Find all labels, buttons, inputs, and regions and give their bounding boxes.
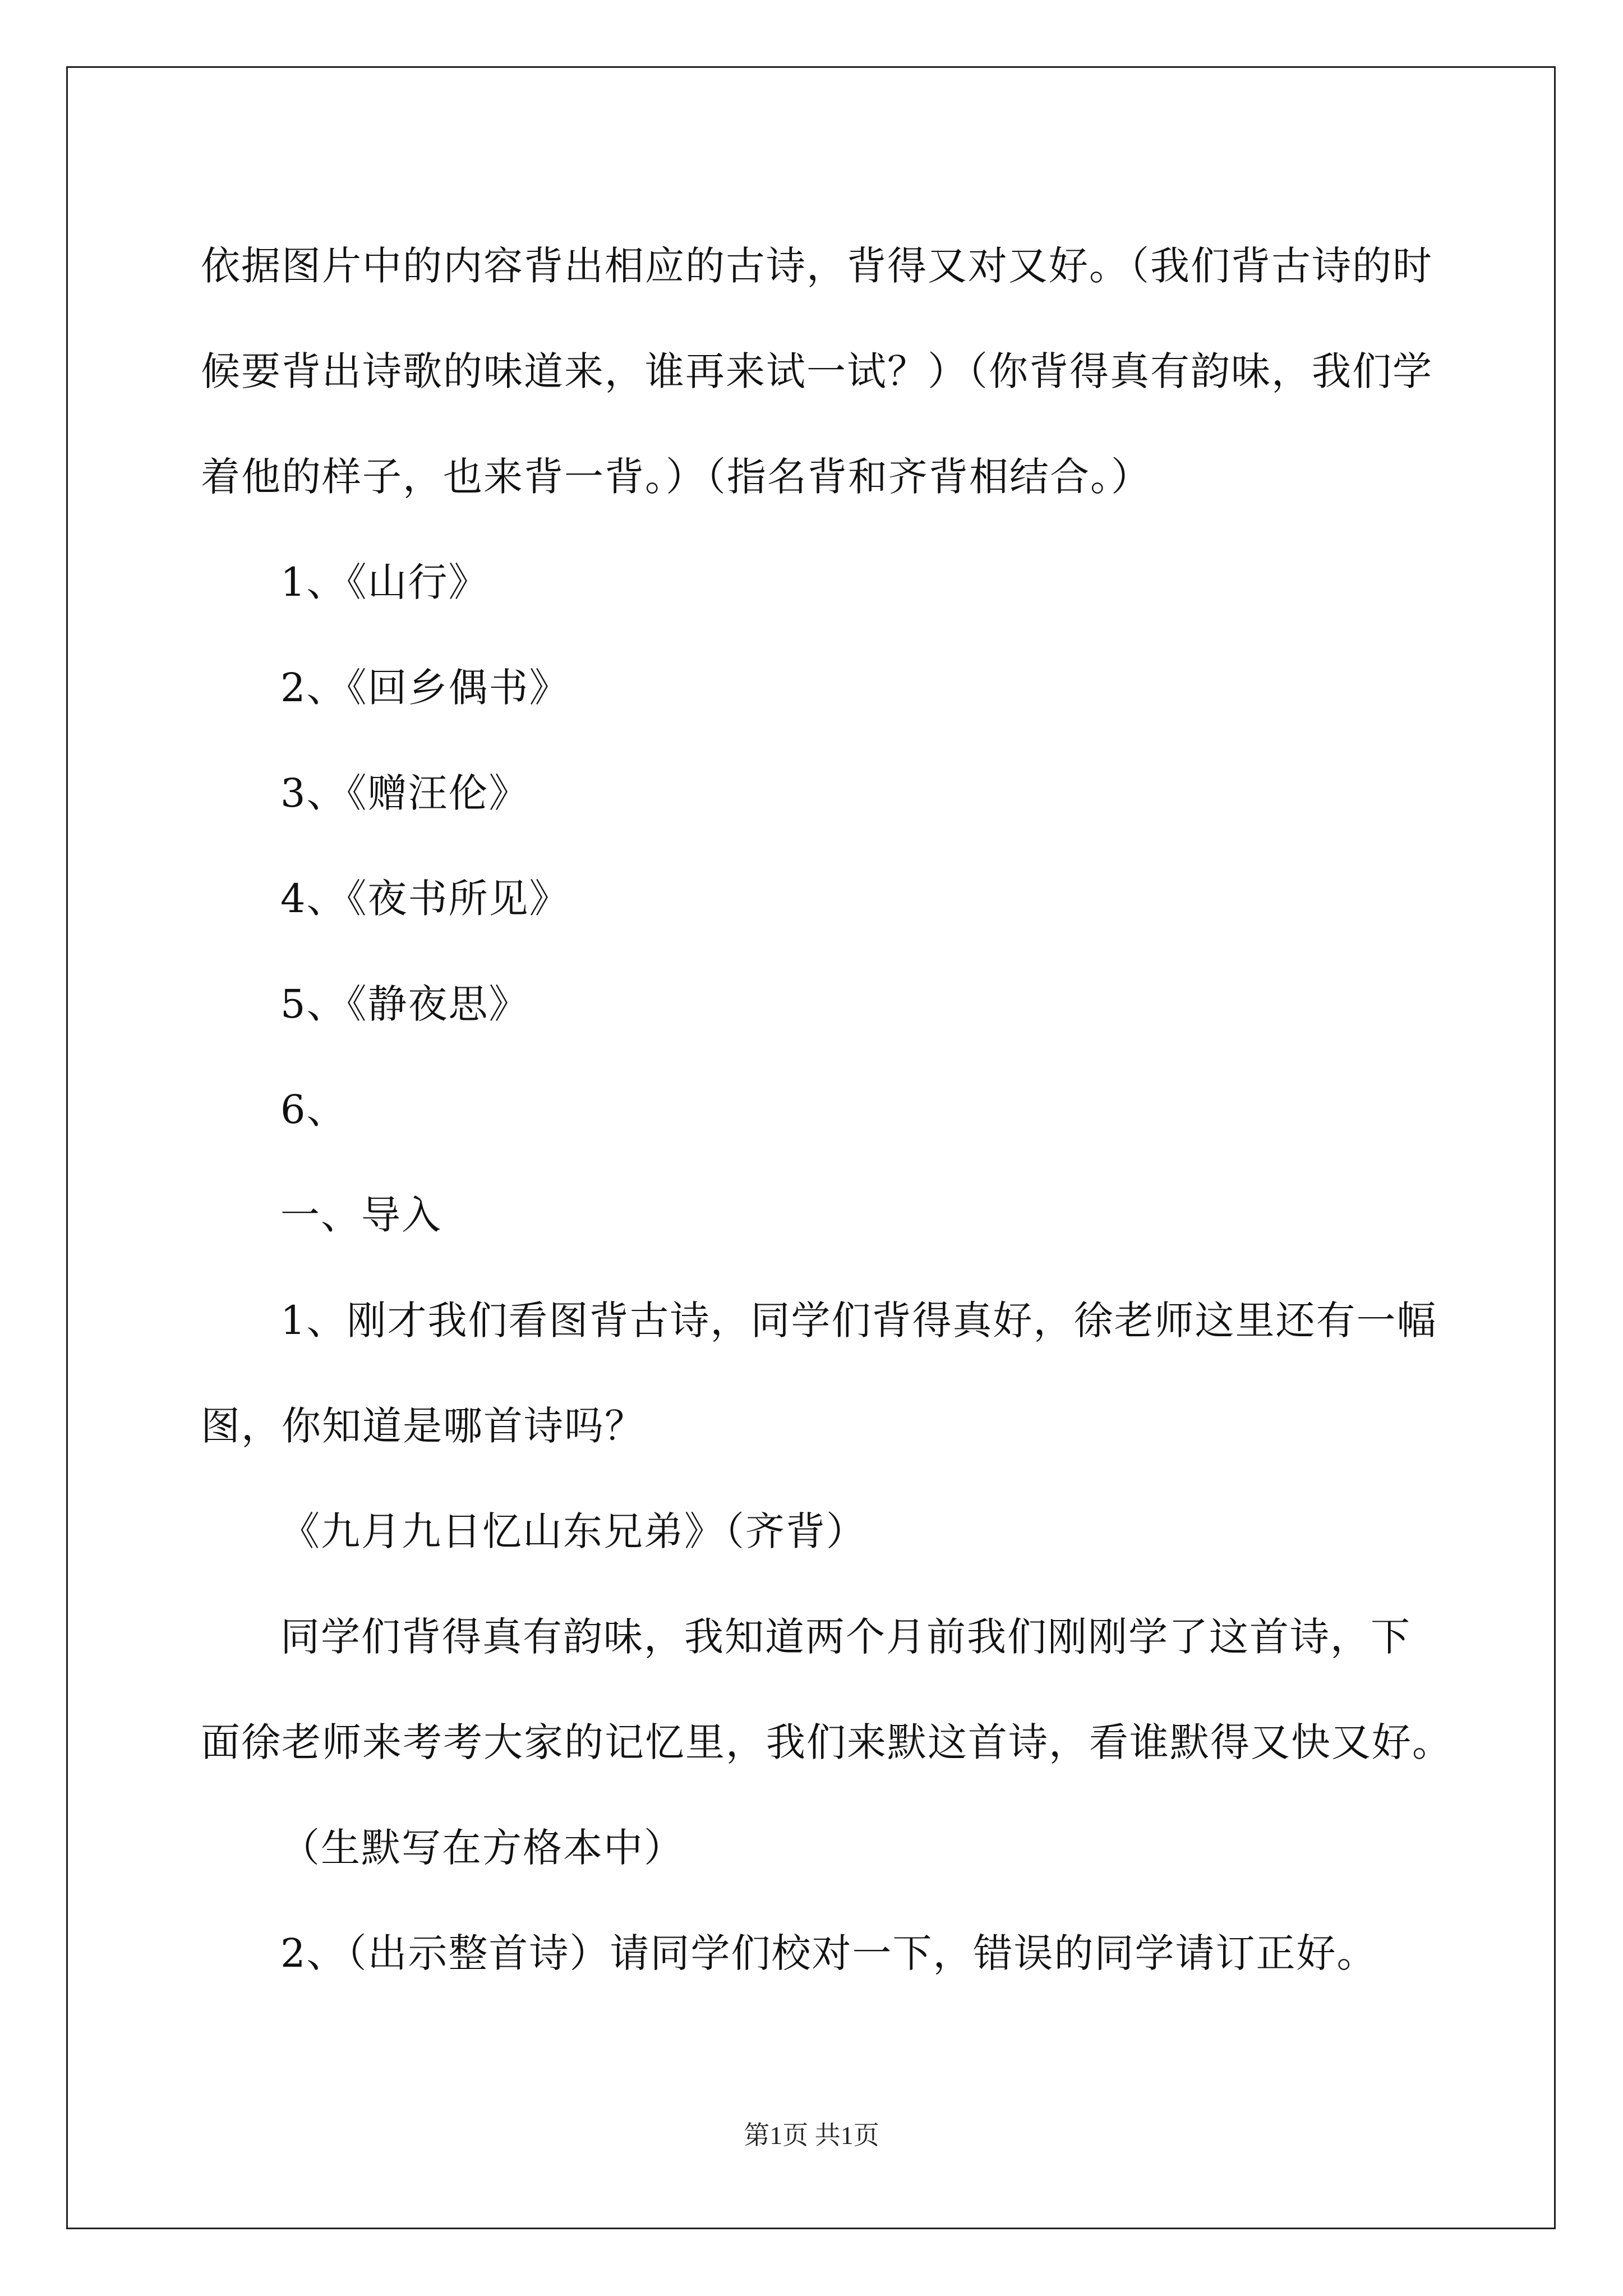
section-heading: 一、导入 (280, 1192, 442, 1238)
paragraph-line: 面徐老师来考考大家的记忆里，我们来默这首诗，看谁默得又快又好。 (201, 1719, 1453, 1765)
paragraph-line: 《九月九日忆山东兄弟》（齐背） (280, 1508, 866, 1554)
paragraph-line: 1、刚才我们看图背古诗，同学们背得真好，徐老师这里还有一幅 (280, 1297, 1437, 1343)
document-body (201, 213, 1453, 2006)
paragraph-line: 候要背出诗歌的味道来，谁再来试一试？）（你背得真有韵味，我们学 (201, 348, 1433, 394)
paragraph-line: 图，你知道是哪首诗吗？ (201, 1403, 645, 1449)
page-footer: 第1页 共1页 (744, 2121, 879, 2150)
paragraph-line: （生默写在方格本中） (280, 1825, 684, 1871)
paragraph-line: 依据图片中的内容背出相应的古诗，背得又对又好。（我们背古诗的时 (201, 243, 1433, 289)
list-item: 4、《夜书所见》 (280, 876, 570, 922)
list-item: 2、《回乡偶书》 (280, 665, 570, 711)
list-item: 5、《静夜思》 (280, 981, 529, 1027)
list-item: 3、《赠汪伦》 (280, 770, 529, 816)
list-item: 6、 (280, 1087, 347, 1133)
paragraph-line: 2、（出示整首诗）请同学们校对一下，错误的同学请订正好。 (280, 1930, 1377, 1976)
list-item: 1、《山行》 (280, 559, 489, 605)
paragraph-line: 着他的样子，也来背一背。）（指名背和齐背相结合。） (201, 454, 1151, 500)
paragraph-line: 同学们背得真有韵味，我知道两个月前我们刚刚学了这首诗，下 (280, 1614, 1411, 1660)
